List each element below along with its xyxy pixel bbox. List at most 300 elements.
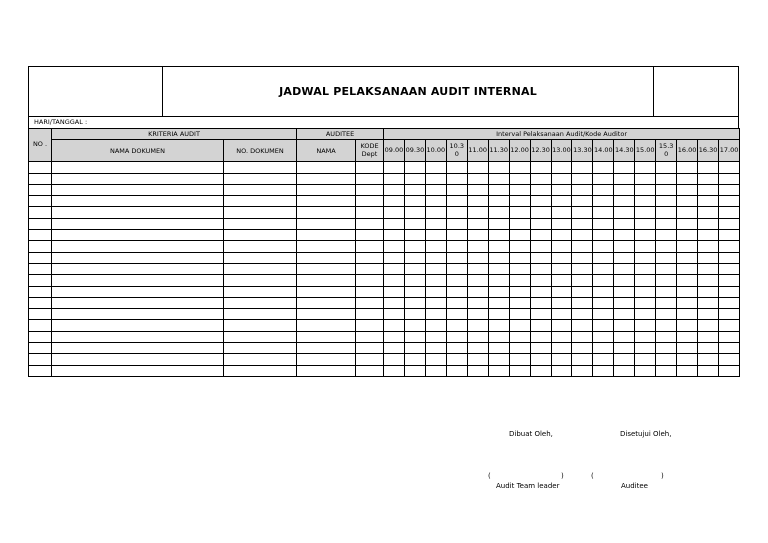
table-cell[interactable] xyxy=(530,331,551,342)
table-cell[interactable] xyxy=(404,309,425,320)
table-cell[interactable] xyxy=(52,218,224,229)
table-cell[interactable] xyxy=(297,252,356,263)
table-cell[interactable] xyxy=(446,331,467,342)
table-cell[interactable] xyxy=(593,286,614,297)
table-cell[interactable] xyxy=(425,184,446,195)
table-cell[interactable] xyxy=(488,331,509,342)
table-cell[interactable] xyxy=(593,162,614,173)
table-cell[interactable] xyxy=(356,207,384,218)
table-cell[interactable] xyxy=(509,320,530,331)
table-cell[interactable] xyxy=(593,207,614,218)
table-cell[interactable] xyxy=(509,241,530,252)
table-cell[interactable] xyxy=(404,230,425,241)
table-cell[interactable] xyxy=(635,263,656,274)
table-cell[interactable] xyxy=(224,275,297,286)
table-cell[interactable] xyxy=(593,173,614,184)
table-cell[interactable] xyxy=(614,331,635,342)
table-cell[interactable] xyxy=(488,275,509,286)
table-cell[interactable] xyxy=(656,275,677,286)
table-cell[interactable] xyxy=(224,162,297,173)
table-cell[interactable] xyxy=(614,297,635,308)
table-cell[interactable] xyxy=(551,331,572,342)
table-cell[interactable] xyxy=(635,173,656,184)
table-cell[interactable] xyxy=(297,343,356,354)
table-cell[interactable] xyxy=(384,218,405,229)
table-cell[interactable] xyxy=(530,320,551,331)
table-cell[interactable] xyxy=(593,365,614,376)
table-cell[interactable] xyxy=(656,320,677,331)
table-cell[interactable] xyxy=(656,365,677,376)
table-cell[interactable] xyxy=(297,275,356,286)
table-cell[interactable] xyxy=(698,184,719,195)
table-cell[interactable] xyxy=(698,275,719,286)
table-cell[interactable] xyxy=(551,241,572,252)
table-cell[interactable] xyxy=(656,241,677,252)
table-cell[interactable] xyxy=(530,275,551,286)
table-cell[interactable] xyxy=(384,252,405,263)
table-cell[interactable] xyxy=(467,263,488,274)
table-cell[interactable] xyxy=(29,275,52,286)
table-cell[interactable] xyxy=(656,343,677,354)
table-cell[interactable] xyxy=(509,207,530,218)
table-cell[interactable] xyxy=(404,297,425,308)
table-cell[interactable] xyxy=(719,365,740,376)
table-cell[interactable] xyxy=(677,354,698,365)
table-cell[interactable] xyxy=(677,365,698,376)
table-cell[interactable] xyxy=(356,252,384,263)
table-cell[interactable] xyxy=(635,207,656,218)
table-cell[interactable] xyxy=(356,162,384,173)
table-cell[interactable] xyxy=(593,331,614,342)
table-cell[interactable] xyxy=(488,173,509,184)
table-cell[interactable] xyxy=(52,184,224,195)
table-cell[interactable] xyxy=(530,241,551,252)
table-cell[interactable] xyxy=(356,275,384,286)
table-cell[interactable] xyxy=(551,354,572,365)
table-cell[interactable] xyxy=(677,309,698,320)
table-cell[interactable] xyxy=(656,207,677,218)
table-cell[interactable] xyxy=(635,286,656,297)
table-cell[interactable] xyxy=(224,331,297,342)
table-cell[interactable] xyxy=(467,309,488,320)
table-cell[interactable] xyxy=(384,173,405,184)
table-cell[interactable] xyxy=(509,286,530,297)
table-cell[interactable] xyxy=(509,252,530,263)
table-cell[interactable] xyxy=(52,252,224,263)
table-cell[interactable] xyxy=(404,252,425,263)
table-cell[interactable] xyxy=(551,196,572,207)
table-cell[interactable] xyxy=(52,320,224,331)
table-cell[interactable] xyxy=(509,230,530,241)
table-cell[interactable] xyxy=(29,263,52,274)
table-cell[interactable] xyxy=(52,365,224,376)
table-cell[interactable] xyxy=(698,320,719,331)
table-cell[interactable] xyxy=(467,320,488,331)
table-cell[interactable] xyxy=(425,365,446,376)
table-cell[interactable] xyxy=(404,207,425,218)
table-cell[interactable] xyxy=(656,286,677,297)
table-cell[interactable] xyxy=(29,320,52,331)
table-cell[interactable] xyxy=(677,252,698,263)
table-cell[interactable] xyxy=(446,218,467,229)
table-cell[interactable] xyxy=(719,218,740,229)
table-cell[interactable] xyxy=(446,354,467,365)
table-cell[interactable] xyxy=(698,218,719,229)
table-cell[interactable] xyxy=(467,241,488,252)
table-cell[interactable] xyxy=(677,207,698,218)
table-cell[interactable] xyxy=(356,230,384,241)
table-cell[interactable] xyxy=(425,331,446,342)
table-cell[interactable] xyxy=(635,218,656,229)
table-cell[interactable] xyxy=(572,286,593,297)
table-cell[interactable] xyxy=(572,309,593,320)
table-cell[interactable] xyxy=(530,173,551,184)
table-cell[interactable] xyxy=(530,343,551,354)
table-cell[interactable] xyxy=(593,196,614,207)
table-cell[interactable] xyxy=(488,354,509,365)
table-cell[interactable] xyxy=(698,365,719,376)
table-cell[interactable] xyxy=(404,320,425,331)
table-cell[interactable] xyxy=(698,331,719,342)
table-cell[interactable] xyxy=(425,286,446,297)
table-cell[interactable] xyxy=(656,184,677,195)
table-cell[interactable] xyxy=(572,230,593,241)
table-cell[interactable] xyxy=(52,263,224,274)
table-cell[interactable] xyxy=(719,331,740,342)
table-cell[interactable] xyxy=(677,230,698,241)
table-cell[interactable] xyxy=(593,230,614,241)
table-cell[interactable] xyxy=(297,331,356,342)
table-cell[interactable] xyxy=(404,286,425,297)
table-cell[interactable] xyxy=(551,218,572,229)
table-cell[interactable] xyxy=(677,320,698,331)
table-cell[interactable] xyxy=(698,309,719,320)
table-cell[interactable] xyxy=(551,230,572,241)
table-cell[interactable] xyxy=(224,286,297,297)
table-cell[interactable] xyxy=(719,275,740,286)
table-cell[interactable] xyxy=(224,297,297,308)
table-cell[interactable] xyxy=(551,184,572,195)
table-cell[interactable] xyxy=(635,309,656,320)
table-cell[interactable] xyxy=(384,196,405,207)
table-cell[interactable] xyxy=(488,343,509,354)
table-cell[interactable] xyxy=(224,354,297,365)
table-cell[interactable] xyxy=(446,162,467,173)
table-cell[interactable] xyxy=(614,241,635,252)
table-cell[interactable] xyxy=(698,241,719,252)
table-cell[interactable] xyxy=(467,343,488,354)
table-cell[interactable] xyxy=(467,252,488,263)
table-cell[interactable] xyxy=(614,286,635,297)
table-cell[interactable] xyxy=(356,354,384,365)
table-cell[interactable] xyxy=(297,309,356,320)
table-cell[interactable] xyxy=(425,218,446,229)
table-cell[interactable] xyxy=(614,320,635,331)
table-cell[interactable] xyxy=(488,230,509,241)
table-cell[interactable] xyxy=(297,230,356,241)
table-cell[interactable] xyxy=(614,184,635,195)
table-cell[interactable] xyxy=(467,196,488,207)
table-cell[interactable] xyxy=(614,343,635,354)
table-cell[interactable] xyxy=(719,207,740,218)
table-cell[interactable] xyxy=(719,297,740,308)
table-cell[interactable] xyxy=(614,309,635,320)
table-cell[interactable] xyxy=(572,184,593,195)
table-cell[interactable] xyxy=(656,230,677,241)
table-cell[interactable] xyxy=(446,207,467,218)
table-cell[interactable] xyxy=(509,162,530,173)
table-cell[interactable] xyxy=(656,196,677,207)
table-cell[interactable] xyxy=(224,320,297,331)
table-cell[interactable] xyxy=(614,218,635,229)
table-cell[interactable] xyxy=(467,297,488,308)
table-cell[interactable] xyxy=(384,162,405,173)
table-cell[interactable] xyxy=(572,320,593,331)
table-cell[interactable] xyxy=(297,365,356,376)
table-cell[interactable] xyxy=(698,297,719,308)
table-cell[interactable] xyxy=(297,184,356,195)
table-cell[interactable] xyxy=(404,263,425,274)
table-cell[interactable] xyxy=(677,263,698,274)
table-cell[interactable] xyxy=(446,230,467,241)
table-cell[interactable] xyxy=(509,331,530,342)
table-cell[interactable] xyxy=(572,275,593,286)
table-cell[interactable] xyxy=(509,343,530,354)
table-cell[interactable] xyxy=(509,184,530,195)
table-cell[interactable] xyxy=(29,184,52,195)
table-cell[interactable] xyxy=(29,286,52,297)
table-cell[interactable] xyxy=(530,196,551,207)
table-cell[interactable] xyxy=(509,196,530,207)
table-cell[interactable] xyxy=(677,343,698,354)
table-cell[interactable] xyxy=(425,173,446,184)
table-cell[interactable] xyxy=(297,320,356,331)
table-cell[interactable] xyxy=(572,241,593,252)
table-cell[interactable] xyxy=(698,252,719,263)
table-cell[interactable] xyxy=(446,184,467,195)
table-cell[interactable] xyxy=(635,184,656,195)
table-cell[interactable] xyxy=(446,343,467,354)
table-cell[interactable] xyxy=(677,162,698,173)
table-cell[interactable] xyxy=(404,354,425,365)
table-cell[interactable] xyxy=(572,252,593,263)
table-cell[interactable] xyxy=(356,297,384,308)
table-cell[interactable] xyxy=(52,207,224,218)
table-cell[interactable] xyxy=(551,365,572,376)
table-cell[interactable] xyxy=(297,218,356,229)
table-cell[interactable] xyxy=(614,196,635,207)
table-cell[interactable] xyxy=(356,286,384,297)
table-cell[interactable] xyxy=(404,275,425,286)
table-cell[interactable] xyxy=(530,354,551,365)
table-cell[interactable] xyxy=(635,162,656,173)
table-cell[interactable] xyxy=(593,320,614,331)
table-cell[interactable] xyxy=(488,309,509,320)
table-cell[interactable] xyxy=(224,365,297,376)
table-cell[interactable] xyxy=(614,162,635,173)
table-cell[interactable] xyxy=(656,162,677,173)
table-cell[interactable] xyxy=(446,365,467,376)
table-cell[interactable] xyxy=(224,230,297,241)
table-cell[interactable] xyxy=(467,173,488,184)
table-cell[interactable] xyxy=(297,196,356,207)
table-cell[interactable] xyxy=(614,365,635,376)
table-cell[interactable] xyxy=(297,354,356,365)
table-cell[interactable] xyxy=(224,343,297,354)
table-cell[interactable] xyxy=(572,218,593,229)
table-cell[interactable] xyxy=(488,218,509,229)
table-cell[interactable] xyxy=(635,365,656,376)
table-cell[interactable] xyxy=(224,184,297,195)
table-cell[interactable] xyxy=(425,196,446,207)
table-cell[interactable] xyxy=(656,263,677,274)
table-cell[interactable] xyxy=(425,354,446,365)
table-cell[interactable] xyxy=(719,184,740,195)
table-cell[interactable] xyxy=(467,162,488,173)
table-cell[interactable] xyxy=(488,184,509,195)
table-cell[interactable] xyxy=(356,343,384,354)
table-cell[interactable] xyxy=(551,275,572,286)
table-cell[interactable] xyxy=(224,218,297,229)
table-cell[interactable] xyxy=(356,218,384,229)
table-cell[interactable] xyxy=(551,207,572,218)
table-cell[interactable] xyxy=(572,263,593,274)
table-cell[interactable] xyxy=(551,252,572,263)
table-cell[interactable] xyxy=(593,343,614,354)
table-cell[interactable] xyxy=(446,173,467,184)
table-cell[interactable] xyxy=(677,196,698,207)
table-cell[interactable] xyxy=(356,309,384,320)
table-cell[interactable] xyxy=(530,218,551,229)
table-cell[interactable] xyxy=(698,354,719,365)
table-cell[interactable] xyxy=(656,297,677,308)
table-cell[interactable] xyxy=(572,354,593,365)
table-cell[interactable] xyxy=(297,286,356,297)
table-cell[interactable] xyxy=(677,286,698,297)
table-cell[interactable] xyxy=(356,241,384,252)
table-cell[interactable] xyxy=(614,207,635,218)
table-cell[interactable] xyxy=(656,218,677,229)
table-cell[interactable] xyxy=(467,207,488,218)
table-cell[interactable] xyxy=(446,320,467,331)
table-cell[interactable] xyxy=(593,241,614,252)
table-cell[interactable] xyxy=(551,173,572,184)
table-cell[interactable] xyxy=(698,173,719,184)
table-cell[interactable] xyxy=(698,286,719,297)
table-cell[interactable] xyxy=(29,207,52,218)
table-cell[interactable] xyxy=(404,162,425,173)
table-cell[interactable] xyxy=(719,230,740,241)
table-cell[interactable] xyxy=(488,320,509,331)
table-cell[interactable] xyxy=(488,297,509,308)
table-cell[interactable] xyxy=(509,263,530,274)
table-cell[interactable] xyxy=(656,354,677,365)
table-cell[interactable] xyxy=(698,343,719,354)
table-cell[interactable] xyxy=(635,320,656,331)
table-cell[interactable] xyxy=(29,218,52,229)
table-cell[interactable] xyxy=(404,196,425,207)
table-cell[interactable] xyxy=(384,184,405,195)
table-cell[interactable] xyxy=(530,286,551,297)
table-cell[interactable] xyxy=(593,263,614,274)
table-cell[interactable] xyxy=(52,162,224,173)
table-cell[interactable] xyxy=(52,297,224,308)
table-cell[interactable] xyxy=(52,331,224,342)
table-cell[interactable] xyxy=(593,275,614,286)
table-cell[interactable] xyxy=(224,207,297,218)
table-cell[interactable] xyxy=(29,343,52,354)
table-cell[interactable] xyxy=(719,241,740,252)
table-cell[interactable] xyxy=(698,162,719,173)
table-cell[interactable] xyxy=(677,297,698,308)
table-cell[interactable] xyxy=(488,241,509,252)
table-cell[interactable] xyxy=(384,297,405,308)
table-cell[interactable] xyxy=(635,275,656,286)
table-cell[interactable] xyxy=(656,252,677,263)
table-cell[interactable] xyxy=(719,196,740,207)
table-cell[interactable] xyxy=(530,309,551,320)
table-cell[interactable] xyxy=(698,196,719,207)
table-cell[interactable] xyxy=(467,331,488,342)
table-cell[interactable] xyxy=(384,320,405,331)
table-cell[interactable] xyxy=(677,173,698,184)
table-cell[interactable] xyxy=(297,207,356,218)
table-cell[interactable] xyxy=(384,207,405,218)
table-cell[interactable] xyxy=(614,263,635,274)
table-cell[interactable] xyxy=(224,173,297,184)
table-cell[interactable] xyxy=(698,263,719,274)
table-cell[interactable] xyxy=(384,354,405,365)
table-cell[interactable] xyxy=(614,173,635,184)
table-cell[interactable] xyxy=(446,309,467,320)
table-cell[interactable] xyxy=(446,286,467,297)
table-cell[interactable] xyxy=(677,241,698,252)
table-cell[interactable] xyxy=(297,297,356,308)
table-cell[interactable] xyxy=(467,365,488,376)
table-cell[interactable] xyxy=(509,309,530,320)
table-cell[interactable] xyxy=(572,196,593,207)
table-cell[interactable] xyxy=(224,196,297,207)
table-cell[interactable] xyxy=(425,162,446,173)
table-cell[interactable] xyxy=(404,218,425,229)
table-cell[interactable] xyxy=(467,286,488,297)
table-cell[interactable] xyxy=(509,354,530,365)
table-cell[interactable] xyxy=(446,252,467,263)
table-cell[interactable] xyxy=(719,263,740,274)
table-cell[interactable] xyxy=(593,218,614,229)
table-cell[interactable] xyxy=(530,162,551,173)
table-cell[interactable] xyxy=(224,309,297,320)
table-cell[interactable] xyxy=(677,331,698,342)
table-cell[interactable] xyxy=(593,309,614,320)
table-cell[interactable] xyxy=(614,275,635,286)
table-cell[interactable] xyxy=(572,173,593,184)
table-cell[interactable] xyxy=(635,252,656,263)
table-cell[interactable] xyxy=(356,365,384,376)
table-cell[interactable] xyxy=(593,297,614,308)
table-cell[interactable] xyxy=(446,196,467,207)
table-cell[interactable] xyxy=(29,297,52,308)
table-cell[interactable] xyxy=(425,263,446,274)
table-cell[interactable] xyxy=(719,354,740,365)
table-cell[interactable] xyxy=(467,230,488,241)
table-cell[interactable] xyxy=(719,162,740,173)
table-cell[interactable] xyxy=(635,196,656,207)
table-cell[interactable] xyxy=(297,263,356,274)
table-cell[interactable] xyxy=(572,331,593,342)
table-cell[interactable] xyxy=(530,207,551,218)
table-cell[interactable] xyxy=(425,297,446,308)
